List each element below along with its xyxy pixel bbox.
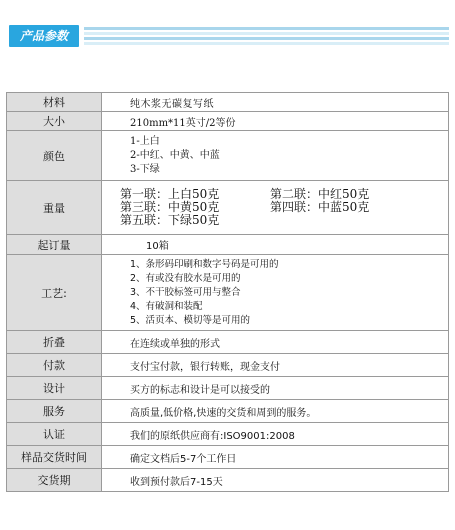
craft-item: 1、条形码印刷和数字号码是可用的 [130,258,279,270]
craft-item: 5、活页本、模切等是可用的 [130,314,251,326]
row-value: 210mm*11英寸/2等份 [102,112,449,131]
row-label: 折叠 [7,331,102,354]
craft-item: 3、不干胶标签可用与整合 [130,286,241,298]
table-row [7,423,449,446]
spec-table [6,92,449,492]
row-label: 认证 [7,423,102,446]
header-stripe [84,32,449,35]
row-value: 收到预付款后7-15天 [102,469,449,492]
row-label: 付款 [7,354,102,377]
row-value: 在连续或单独的形式 [102,331,449,354]
row-value [102,131,449,181]
row-label: 材料 [7,93,102,112]
row-value [102,255,449,331]
table-row [7,469,449,492]
table-row [7,235,449,255]
row-label: 起订量 [7,235,102,255]
table-row [7,377,449,400]
section-title: 产品参数 [9,25,79,47]
row-label: 工艺: [7,255,102,331]
table-row [7,112,449,131]
row-value: 纯木浆无碳复写纸 [102,93,449,112]
row-value: 高质量,低价格,快速的交货和周到的服务。 [102,400,449,423]
row-label: 交货期 [7,469,102,492]
table-row [7,354,449,377]
color-line: 3-下绿 [130,163,160,175]
row-label: 样品交货时间 [7,446,102,469]
craft-item: 4、有破洞和装配 [130,300,203,312]
row-value: 我们的原纸供应商有:ISO9001:2008 [102,423,449,446]
color-line: 2-中红、中黄、中蓝 [130,149,220,161]
row-label: 重量 [7,181,102,235]
weight-item: 第二联：中红50克 [270,187,370,201]
row-label: 服务 [7,400,102,423]
header-stripe [84,37,449,40]
weight-grid [120,188,448,227]
table-row [7,181,449,235]
table-row [7,446,449,469]
section-header [0,0,455,52]
row-label: 大小 [7,112,102,131]
row-value: 10箱 [102,235,449,255]
table-row [7,93,449,112]
table-row [7,255,449,331]
row-value: 买方的标志和设计是可以接受的 [102,377,449,400]
craft-item: 2、有或没有胶水是可用的 [130,272,241,284]
row-label: 设计 [7,377,102,400]
weight-item: 第一联：上白50克 [120,187,220,201]
table-row [7,331,449,354]
table-row [7,400,449,423]
header-stripe [84,42,449,45]
table-row [7,131,449,181]
color-line: 1-上白 [130,135,160,147]
weight-item: 第四联：中蓝50克 [270,200,370,214]
header-stripe [84,27,449,30]
row-label: 颜色 [7,131,102,181]
weight-item: 第五联：下绿50克 [120,213,220,227]
row-value [102,181,449,235]
weight-item: 第三联：中黄50克 [120,200,220,214]
row-value: 支付宝付款，银行转账，现金支付 [102,354,449,377]
row-value: 确定文档后5-7个工作日 [102,446,449,469]
